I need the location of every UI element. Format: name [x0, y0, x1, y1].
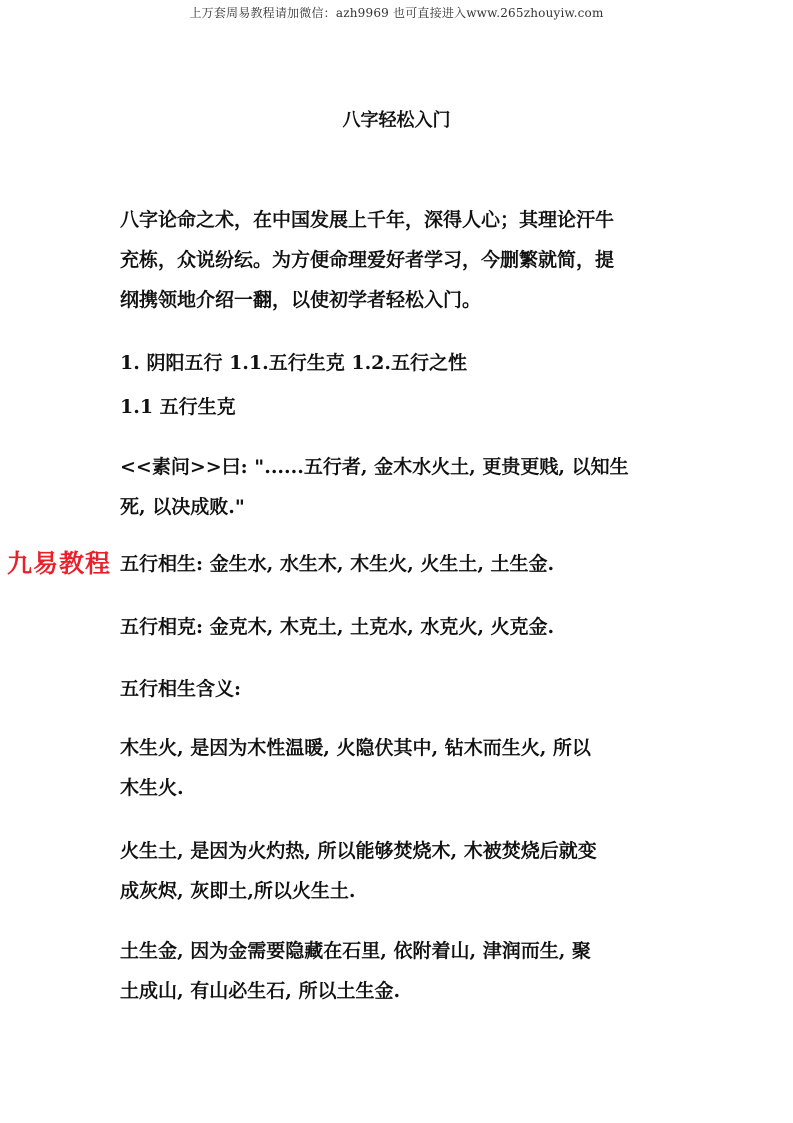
- document-title: 八字轻松入门: [342, 110, 451, 131]
- intro-paragraph: [120, 200, 685, 320]
- wood-fire-line-2: 木生火.: [120, 777, 184, 799]
- meaning-heading: [120, 669, 685, 709]
- earth-metal-line-1: 土生金, 因为金需要隐藏在石里, 依附着山, 津润而生, 聚: [120, 940, 591, 962]
- ke-paragraph: [120, 607, 685, 647]
- quote-line-2: 死, 以决成败.": [120, 496, 245, 518]
- section-heading-text: 1.1 五行生克: [120, 396, 236, 418]
- fire-earth-line-2: 成灰烬, 灰即土,所以火生土.: [120, 880, 356, 902]
- sheng-line: 五行相生: 金生水, 水生木, 木生火, 火生土, 土生金.: [120, 553, 555, 575]
- ke-line: 五行相克: 金克木, 木克土, 土克水, 水克火, 火克金.: [120, 616, 555, 638]
- wood-fire-paragraph: [120, 728, 685, 808]
- sheng-paragraph: [120, 544, 685, 584]
- intro-line-1: 八字论命之术，在中国发展上千年，深得人心；其理论汗牛: [120, 209, 615, 231]
- earth-metal-line-2: 土成山, 有山必生石, 所以土生金.: [120, 980, 401, 1002]
- wood-fire-line-1: 木生火, 是因为木性温暖, 火隐伏其中, 钻木而生火, 所以: [120, 737, 591, 759]
- meaning-heading-text: 五行相生含义:: [120, 678, 242, 700]
- earth-metal-paragraph: [120, 931, 685, 1011]
- fire-earth-line-1: 火生土, 是因为火灼热, 所以能够焚烧木, 木被焚烧后就变: [120, 840, 597, 862]
- toc-line-text: 1. 阴阳五行 1.1.五行生克 1.2.五行之性: [120, 352, 468, 374]
- intro-line-3: 纲携领地介绍一翻，以使初学者轻松入门。: [120, 289, 482, 311]
- header-note: 上万套周易教程请加微信：azh9969 也可直接进入www.265zhouyiw.com: [189, 6, 604, 20]
- section-heading: [120, 387, 685, 427]
- fire-earth-paragraph: [120, 831, 685, 911]
- quote-paragraph: [120, 447, 685, 527]
- watermark-logo: 九易教程: [6, 544, 112, 584]
- toc-line: [120, 343, 685, 383]
- quote-line-1: <<素问>>曰: "......五行者, 金木水火土, 更贵更贱, 以知生: [120, 456, 629, 478]
- intro-line-2: 充栋，众说纷纭。为方便命理爱好者学习，今删繁就简，提: [120, 249, 615, 271]
